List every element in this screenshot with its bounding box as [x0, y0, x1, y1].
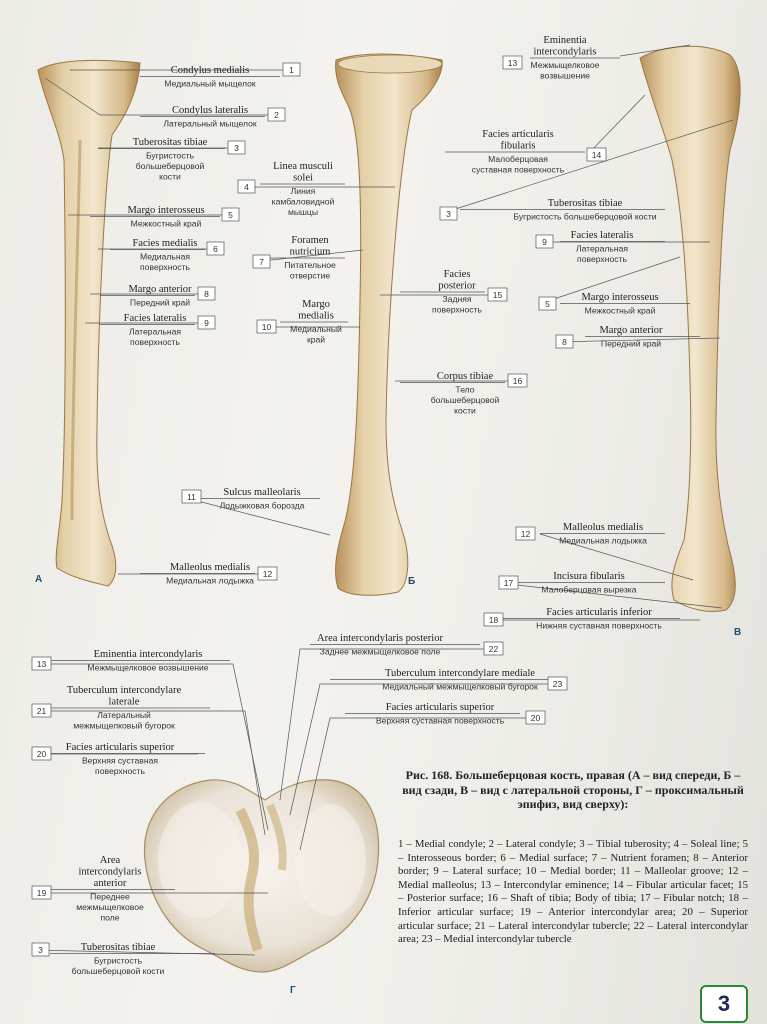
russian-term: Верхняя суставная поверхность — [375, 715, 505, 726]
latin-term: fibularis — [500, 140, 536, 152]
label-15 — [400, 269, 507, 315]
latin-term: Tuberculum intercondylare — [66, 685, 182, 696]
russian-term: суставная поверхность — [471, 164, 565, 175]
russian-term: Заднее межмыщелковое поле — [319, 646, 441, 657]
label-9 — [100, 313, 215, 347]
label-number: 1 — [289, 65, 294, 75]
figure-legend: 1 – Medial condyle; 2 – Lateral condyle; 3 – Tibial tuberosity; 4 – Soleal line; 5 – Interosseous border; 6 – Medial surface; 7 – Nutrient foramen; 8 – Anterior border; 9 – Lateral surface; 10 – Medial border; 11 – Malleolar groove; 12 – Medial malleolus; 13 – Intercondylar eminence; 14 – Fibular articular facet; 15 – Posterior surface; 16 – Shaft of tibia; Body of tibia; 17 – Fibular notch; 18 – Inferior articular surface; 19 – Anterior intercondylar area; 20 – Superior articular surface; 21 – Lateral intercondylar tubercle; 22 – Lateral intercondylar area; 23 – Medial intercondylar tubercle — [398, 838, 748, 946]
latin-term: anterior — [93, 878, 127, 889]
label-number: 15 — [492, 290, 503, 300]
latin-term: Eminentia — [543, 35, 587, 46]
label-10 — [257, 299, 348, 345]
label-number: 8 — [562, 337, 567, 347]
label-8 — [100, 284, 215, 308]
label-number: 17 — [503, 578, 514, 588]
label-number: 13 — [36, 659, 47, 669]
russian-term: поверхность — [140, 262, 190, 272]
russian-term: отверстие — [289, 270, 331, 281]
label-number: 22 — [488, 644, 499, 654]
russian-term: Латеральный мыщелок — [163, 118, 257, 129]
label-4 — [238, 161, 345, 217]
label-18 — [484, 607, 680, 631]
latin-term: Malleolus medialis — [169, 562, 251, 573]
latin-term: Facies lateralis — [123, 313, 187, 324]
label-number: 12 — [520, 529, 531, 539]
russian-term: Медиальный мыщелок — [164, 78, 256, 89]
russian-term: Медиальная лодыжка — [559, 535, 647, 546]
label-number: 3 — [446, 209, 451, 219]
russian-term: Медиальная — [139, 251, 191, 262]
russian-term: Межкостный край — [130, 218, 202, 229]
latin-term: medialis — [298, 310, 334, 322]
latin-term: Malleolus medialis — [562, 522, 644, 533]
latin-term: Tuberositas tibiae — [80, 942, 156, 953]
russian-term: Задняя — [442, 294, 472, 304]
russian-term: Линия — [290, 186, 316, 196]
label-number: 23 — [552, 679, 563, 689]
russian-term: большеберцовой кости — [71, 966, 165, 976]
view-letter-v: В — [734, 627, 742, 638]
label-5 — [539, 292, 690, 316]
label-number: 6 — [213, 244, 218, 254]
label-13 — [32, 649, 230, 673]
russian-term: Передний край — [600, 338, 662, 349]
russian-term: Латеральная — [575, 243, 629, 254]
label-14 — [445, 129, 606, 175]
latin-term: Facies articularis superior — [65, 742, 175, 753]
russian-term: кости — [159, 171, 181, 182]
latin-term: intercondylaris — [78, 866, 142, 878]
latin-term: Facies medialis — [132, 238, 198, 249]
russian-term: поверхность — [432, 304, 482, 315]
latin-term: Margo — [302, 299, 330, 310]
russian-term: Нижняя суставная поверхность — [536, 620, 662, 631]
latin-term: laterale — [108, 696, 140, 708]
label-16 — [400, 371, 527, 416]
label-number: 8 — [204, 289, 209, 299]
latin-term: Margo anterior — [128, 284, 192, 295]
label-number: 18 — [488, 615, 499, 625]
latin-term: Corpus tibiae — [436, 371, 494, 382]
latin-term: Foramen — [291, 235, 329, 246]
label-number: 5 — [228, 210, 233, 220]
russian-term: межмыщелковое — [76, 902, 144, 912]
russian-term: Бугристость — [93, 955, 143, 966]
label-number: 20 — [530, 713, 541, 723]
russian-term: камбаловидной — [271, 196, 335, 207]
latin-term: Facies — [443, 269, 471, 280]
figure-caption: Рис. 168. Большеберцовая кость, правая (А – вид спереди, Б – вид сзади, В – вид с латеральной стороны, Г – проксимальный эпифиз, вид сверху): — [402, 768, 744, 811]
view-letter-g: Г — [290, 985, 296, 996]
label-number: 12 — [262, 569, 273, 579]
leader-line — [587, 95, 645, 155]
russian-term: Переднее — [90, 891, 130, 902]
russian-term: Медиальная лодыжка — [166, 575, 254, 586]
russian-term: Межмыщелковое возвышение — [87, 662, 209, 673]
latin-term: Area — [99, 855, 121, 866]
latin-term: Condylus lateralis — [171, 105, 249, 116]
label-23 — [330, 668, 567, 692]
latin-term: Incisura fibularis — [553, 571, 625, 582]
label-number: 11 — [187, 492, 196, 502]
latin-term: Facies lateralis — [570, 230, 634, 241]
label-6 — [110, 238, 224, 272]
russian-term: Малоберцовая вырезка — [541, 584, 637, 595]
latin-term: Tuberositas tibiae — [547, 198, 623, 209]
russian-term: Латеральный — [97, 710, 151, 720]
label-number: 3 — [38, 945, 43, 955]
label-2 — [140, 105, 285, 129]
russian-term: Медиальный межмыщелковый бугорок — [382, 681, 538, 692]
label-21 — [32, 685, 210, 731]
russian-term: Питательное — [284, 260, 336, 270]
latin-term: Margo interosseus — [581, 292, 659, 303]
label-13 — [503, 35, 620, 81]
russian-term: возвышение — [540, 70, 590, 81]
label-number: 4 — [244, 182, 249, 192]
russian-term: поверхность — [130, 337, 180, 347]
russian-term: Межмыщелковое — [530, 60, 600, 70]
label-number: 20 — [36, 749, 47, 759]
label-20 — [345, 702, 545, 726]
label-12 — [516, 522, 665, 546]
label-11 — [182, 487, 320, 511]
russian-term: Бугристость большеберцовой кости — [513, 211, 657, 222]
latin-term: Tuberositas tibiae — [132, 137, 208, 148]
russian-term: Латеральная — [128, 326, 182, 337]
russian-term: поверхность — [95, 766, 145, 776]
view-letter-a: А — [35, 574, 43, 585]
label-number: 14 — [591, 150, 602, 160]
label-number: 2 — [274, 110, 279, 120]
latin-term: solei — [293, 172, 313, 184]
russian-term: Лодыжковая борозда — [219, 500, 305, 511]
label-number: 16 — [512, 376, 523, 386]
russian-term: Передний край — [129, 297, 191, 308]
label-17 — [499, 571, 665, 595]
latin-term: Tuberculum intercondylare mediale — [384, 668, 536, 679]
page-number-badge: 3 — [700, 985, 748, 1023]
latin-term: Eminentia intercondylaris — [93, 649, 203, 660]
latin-term: Sulcus malleolaris — [223, 487, 301, 498]
latin-term: nutricium — [289, 246, 331, 258]
label-1 — [140, 63, 300, 89]
label-number: 13 — [507, 58, 518, 68]
russian-term: Бугристость — [145, 150, 195, 161]
tibia-posterior-view — [336, 54, 443, 595]
label-9 — [536, 230, 665, 264]
russian-term: Тело — [455, 384, 475, 395]
label-8 — [556, 325, 700, 349]
latin-term: Margo interosseus — [127, 205, 205, 216]
russian-term: межмыщелковый бугорок — [73, 720, 175, 731]
russian-term: Малоберцовая — [488, 154, 548, 164]
latin-term: Condylus medialis — [170, 65, 250, 76]
russian-term: Медиальный — [290, 324, 342, 334]
label-number: 21 — [36, 706, 47, 716]
label-number: 7 — [259, 257, 264, 267]
russian-term: Межкостный край — [584, 305, 656, 316]
latin-term: posterior — [438, 280, 476, 292]
label-7 — [253, 235, 345, 281]
latin-term: intercondylaris — [533, 46, 597, 58]
view-letter-b: Б — [408, 576, 416, 587]
latin-term: Margo anterior — [599, 325, 663, 336]
latin-term: Facies articularis — [482, 129, 554, 140]
russian-term: большеберцовой — [135, 161, 205, 171]
label-number: 9 — [542, 237, 547, 247]
latin-term: Facies articularis inferior — [546, 607, 652, 618]
russian-term: край — [306, 334, 326, 345]
russian-term: поверхность — [577, 254, 627, 264]
latin-term: Linea musculi — [273, 161, 333, 172]
label-number: 9 — [204, 318, 209, 328]
label-3 — [32, 942, 215, 976]
label-number: 5 — [545, 299, 550, 309]
russian-term: мышцы — [287, 207, 319, 217]
label-number: 3 — [234, 143, 239, 153]
label-number: 10 — [261, 322, 272, 332]
russian-term: поле — [100, 912, 120, 923]
label-22 — [310, 633, 503, 657]
latin-term: Facies articularis superior — [385, 702, 495, 713]
russian-term: большеберцовой — [430, 395, 500, 405]
label-number: 19 — [36, 888, 47, 898]
label-20 — [32, 742, 205, 776]
russian-term: кости — [454, 405, 476, 416]
label-5 — [90, 205, 239, 229]
latin-term: Area intercondylaris posterior — [317, 633, 443, 644]
label-3 — [440, 198, 665, 222]
russian-term: Верхняя суставная — [81, 755, 159, 766]
label-3 — [98, 137, 245, 182]
